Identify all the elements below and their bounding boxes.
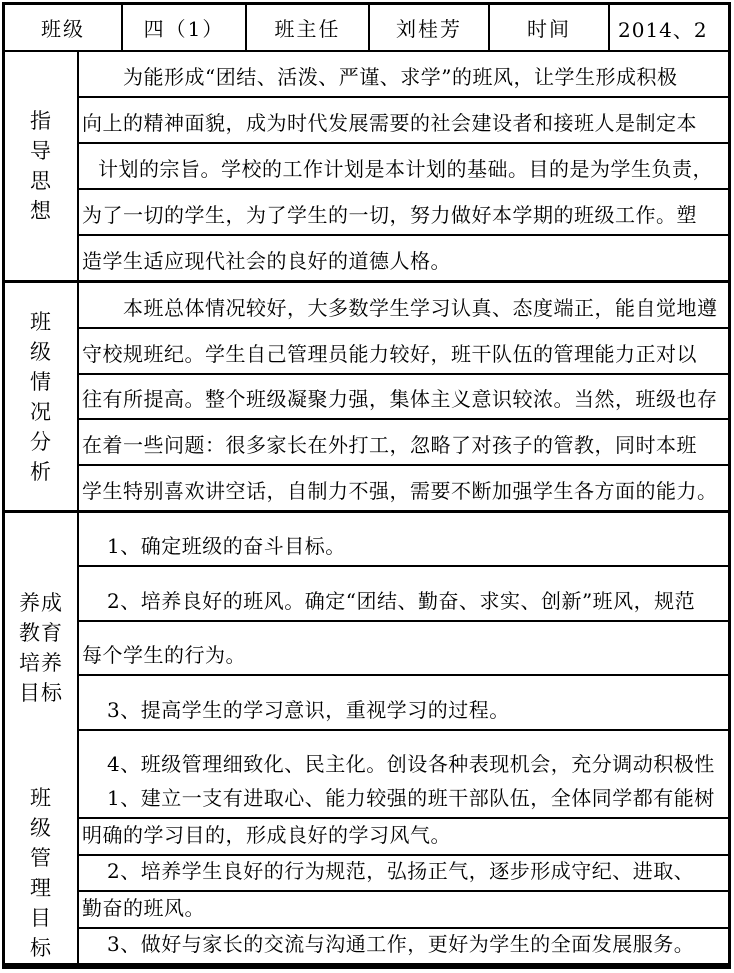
text-line-row: 2、培养学生良好的行为规范，弘扬正气，逐步形成守纪、进取、 <box>79 856 728 892</box>
text-line-row: 在着一些问题：很多家长在外打工，忽略了对孩子的管教，同时本班 <box>79 420 728 466</box>
section-label-line: 指 <box>30 109 52 133</box>
section-label-line: 析 <box>30 459 52 484</box>
section-content <box>79 783 728 963</box>
text-line-row: 为能形成“团结、活泼、严谨、求学”的班风，让学生形成积极 <box>79 52 728 98</box>
section-label-line: 级 <box>30 816 52 840</box>
text-line-row: 1、建立一支有进取心、能力较强的班干部队伍，全体同学都有能树 <box>79 783 728 819</box>
header-cell-time-value: 2014、2 <box>618 18 708 42</box>
text-line-row: 造学生适应现代社会的良好的道德人格。 <box>82 249 451 273</box>
section-label-指导思想 <box>5 52 79 280</box>
section-label-line: 班 <box>30 309 52 334</box>
text-line-row: 勤奋的班风。 <box>79 892 728 928</box>
section-label-line: 养成 <box>19 591 63 615</box>
text-line-row: 守校规班纪。学生自己管理员能力较好，班干队伍的管理能力正对以 <box>79 329 728 375</box>
text-line-row: 2、培养良好的班风。确定“团结、勤奋、求实、创新”班风，规范 <box>79 567 728 621</box>
section-班级情况分析 <box>5 283 728 513</box>
section-label-line: 培养 <box>19 651 63 675</box>
section-label-line: 班 <box>30 786 52 810</box>
section-label-line: 管 <box>30 846 52 870</box>
text-line-row: 计划的宗旨。学校的工作计划是本计划的基础。目的是为学生负责， <box>79 144 728 190</box>
text-line-row: 每个学生的行为。 <box>79 622 728 676</box>
text-line-row: 为了一切的学生，为了学生的一切，努力做好本学期的班级工作。塑 <box>79 190 728 236</box>
section-label-line: 目标 <box>19 681 63 705</box>
section-指导思想 <box>5 52 728 283</box>
section-label-line: 思 <box>30 169 52 193</box>
section-label-line: 况 <box>30 399 52 424</box>
header-cell-teacher-label: 班主任 <box>247 5 370 50</box>
text-line-row: 明确的学习目的，形成良好的学习风气。 <box>79 819 728 855</box>
header-cell-class-label: 班级 <box>5 5 123 50</box>
text-line-row: 往有所提高。整个班级凝聚力强，集体主义意识较浓。当然，班级也存 <box>79 375 728 421</box>
section-班级管理目标 <box>5 783 728 966</box>
text-line-row: 学生特别喜欢讲空话，自制力不强，需要不断加强学生各方面的能力。 <box>82 478 718 503</box>
text-line-row: 1、确定班级的奋斗目标。 <box>79 513 728 567</box>
section-label-养成教育培养目标 <box>5 513 79 783</box>
section-label-line: 级 <box>30 339 52 364</box>
section-label-line: 教育 <box>19 621 63 645</box>
section-content <box>79 52 728 280</box>
plan-table <box>2 2 731 969</box>
section-label-line: 目 <box>30 906 52 930</box>
section-label-班级管理目标 <box>5 783 79 963</box>
section-label-line: 想 <box>30 199 52 223</box>
section-label-班级情况分析 <box>5 283 79 510</box>
header-cell-time-label: 时间 <box>490 5 610 50</box>
section-label-line: 导 <box>30 139 52 163</box>
text-line-row: 4、班级管理细致化、民主化。创设各种表现机会，充分调动积极性 <box>107 752 715 777</box>
section-label-line: 理 <box>30 876 52 900</box>
section-content <box>79 283 728 510</box>
text-line-row: 本班总体情况较好，大多数学生学习认真、态度端正，能自觉地遵 <box>79 283 728 329</box>
text-line-row: 3、提高学生的学习意识，重视学习的过程。 <box>79 676 728 730</box>
table-header-row <box>5 5 728 52</box>
header-cell-class-value: 四（1） <box>123 5 247 50</box>
section-content <box>79 513 728 783</box>
header-cell-teacher-value: 刘桂芳 <box>370 5 490 50</box>
section-label-line: 情 <box>30 369 52 394</box>
section-label-line: 分 <box>30 429 52 454</box>
text-line-row: 向上的精神面貌，成为时代发展需要的社会建设者和接班人是制定本 <box>79 98 728 144</box>
section-养成教育培养目标 <box>5 513 728 783</box>
text-line-row: 3、做好与家长的交流与沟通工作，更好为学生的全面发展服务。 <box>107 932 695 957</box>
section-label-line: 标 <box>30 936 52 960</box>
